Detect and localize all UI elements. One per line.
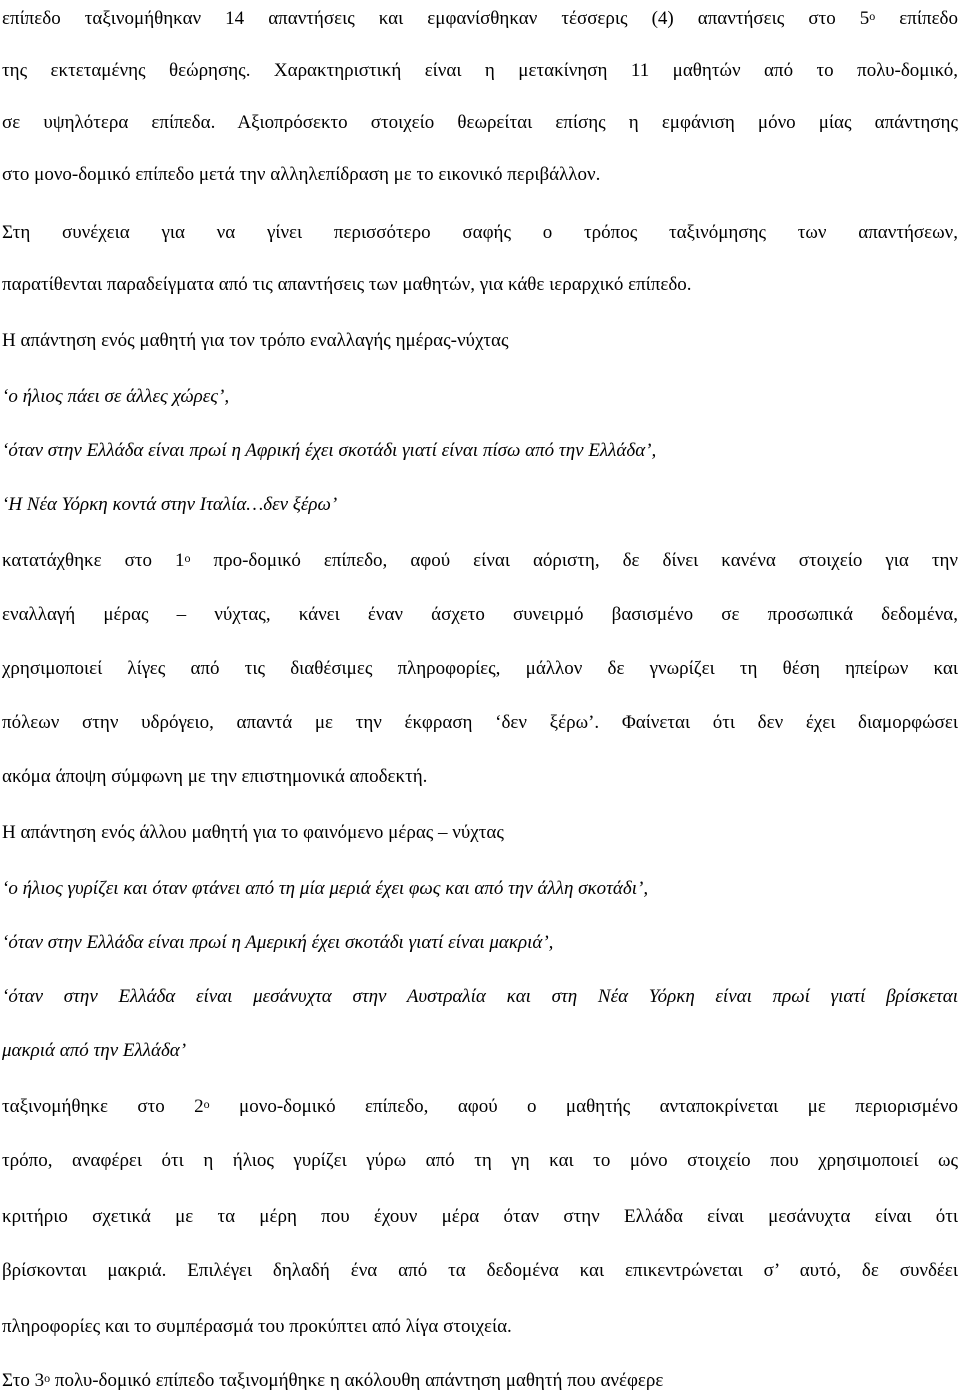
body-text-line: παρατίθενται παραδείγματα από τις απαντήσεις των μαθητών, για κάθε ιεραρχικό επίπεδο. <box>2 274 692 295</box>
example-intro: Η απάντηση ενός μαθητή για τον τρόπο εναλλαγής ημέρας-νύχτας <box>2 330 509 351</box>
student-quote: ‘ο ήλιος πάει σε άλλες χώρες’, <box>2 386 230 407</box>
example-intro: Στο $3^o$ πολυ-δομικό επίπεδο ταξινομήθηκε η ακόλουθη απάντηση μαθητή που ανέφερε <box>2 1370 664 1391</box>
body-text-line: επίπεδο ταξινομήθηκαν 14 απαντήσεις και εμφανίσθηκαν τέσσερις (4) απαντήσεις στο $5^o$ επίπεδο <box>2 8 958 29</box>
analysis-text-line: πόλεων στην υδρόγειο, απαντά με την έκφραση ‘δεν ξέρω’. Φαίνεται ότι δεν έχει διαμορφώσει <box>2 712 958 733</box>
analysis-text-line: ακόμα άποψη σύμφωνη με την επιστημονικά αποδεκτή. <box>2 766 428 787</box>
analysis-text-line: κατατάχθηκε στο $1^o$ προ-δομικό επίπεδο, αφού είναι αόριστη, δε δίνει κανένα στοιχείο για την <box>2 550 958 571</box>
analysis-text-line: κριτήριο σχετικά με τα μέρη που έχουν μέρα όταν στην Ελλάδα είναι μεσάνυχτα είναι ότι <box>2 1206 958 1227</box>
analysis-text-line: χρησιμοποιεί λίγες από τις διαθέσιμες πληροφορίες, μάλλον δε γνωρίζει τη θέση ηπείρων και <box>2 658 958 679</box>
analysis-text-line: πληροφορίες και το συμπέρασμά του προκύπτει από λίγα στοιχεία. <box>2 1316 512 1337</box>
analysis-text-line: τρόπο, αναφέρει ότι η ήλιος γυρίζει γύρω από τη γη και το μόνο στοιχείο που χρησιμοποιεί ως <box>2 1150 958 1171</box>
analysis-text-line: ταξινομήθηκε στο $2^o$ μονο-δομικό επίπεδο, αφού ο μαθητής ανταποκρίνεται με περιορισμένο <box>2 1096 958 1117</box>
body-text-line: Στη συνέχεια για να γίνει περισσότερο σαφής ο τρόπος ταξινόμησης των απαντήσεων, <box>2 222 958 243</box>
body-text-line: στο μονο-δομικό επίπεδο μετά την αλληλεπίδραση με το εικονικό περιβάλλον. <box>2 164 601 185</box>
student-quote: ‘Η Νέα Υόρκη κοντά στην Ιταλία…δεν ξέρω’ <box>2 494 338 515</box>
analysis-text-line: βρίσκονται μακριά. Επιλέγει δηλαδή ένα από τα δεδομένα και επικεντρώνεται σ’ αυτό, δε συνδέει <box>2 1260 958 1281</box>
student-quote: ‘ο ήλιος γυρίζει και όταν φτάνει από τη μία μεριά έχει φως και από την άλλη σκοτάδι’, <box>2 878 649 899</box>
student-quote: μακριά από την Ελλάδα’ <box>2 1040 187 1061</box>
student-quote: ‘όταν στην Ελλάδα είναι μεσάνυχτα στην Αυστραλία και στη Νέα Υόρκη είναι πρωί γιατί βρίσκεται <box>2 986 958 1007</box>
body-text-line: της εκτεταμένης θεώρησης. Χαρακτηριστική είναι η μετακίνηση 11 μαθητών από το πολυ-δομικό, <box>2 60 958 81</box>
student-quote: ‘όταν στην Ελλάδα είναι πρωί η Αμερική έχει σκοτάδι γιατί είναι μακριά’, <box>2 932 554 953</box>
analysis-text-line: εναλλαγή μέρας – νύχτας, κάνει έναν άσχετο συνειρμό βασισμένο σε προσωπικά δεδομένα, <box>2 604 958 625</box>
example-intro: Η απάντηση ενός άλλου μαθητή για το φαινόμενο μέρας – νύχτας <box>2 822 504 843</box>
student-quote: ‘όταν στην Ελλάδα είναι πρωί η Αφρική έχει σκοτάδι γιατί είναι πίσω από την Ελλάδα’, <box>2 440 657 461</box>
body-text-line: σε υψηλότερα επίπεδα. Αξιοπρόσεκτο στοιχείο θεωρείται επίσης η εμφάνιση μόνο μίας απάντησης <box>2 112 958 133</box>
